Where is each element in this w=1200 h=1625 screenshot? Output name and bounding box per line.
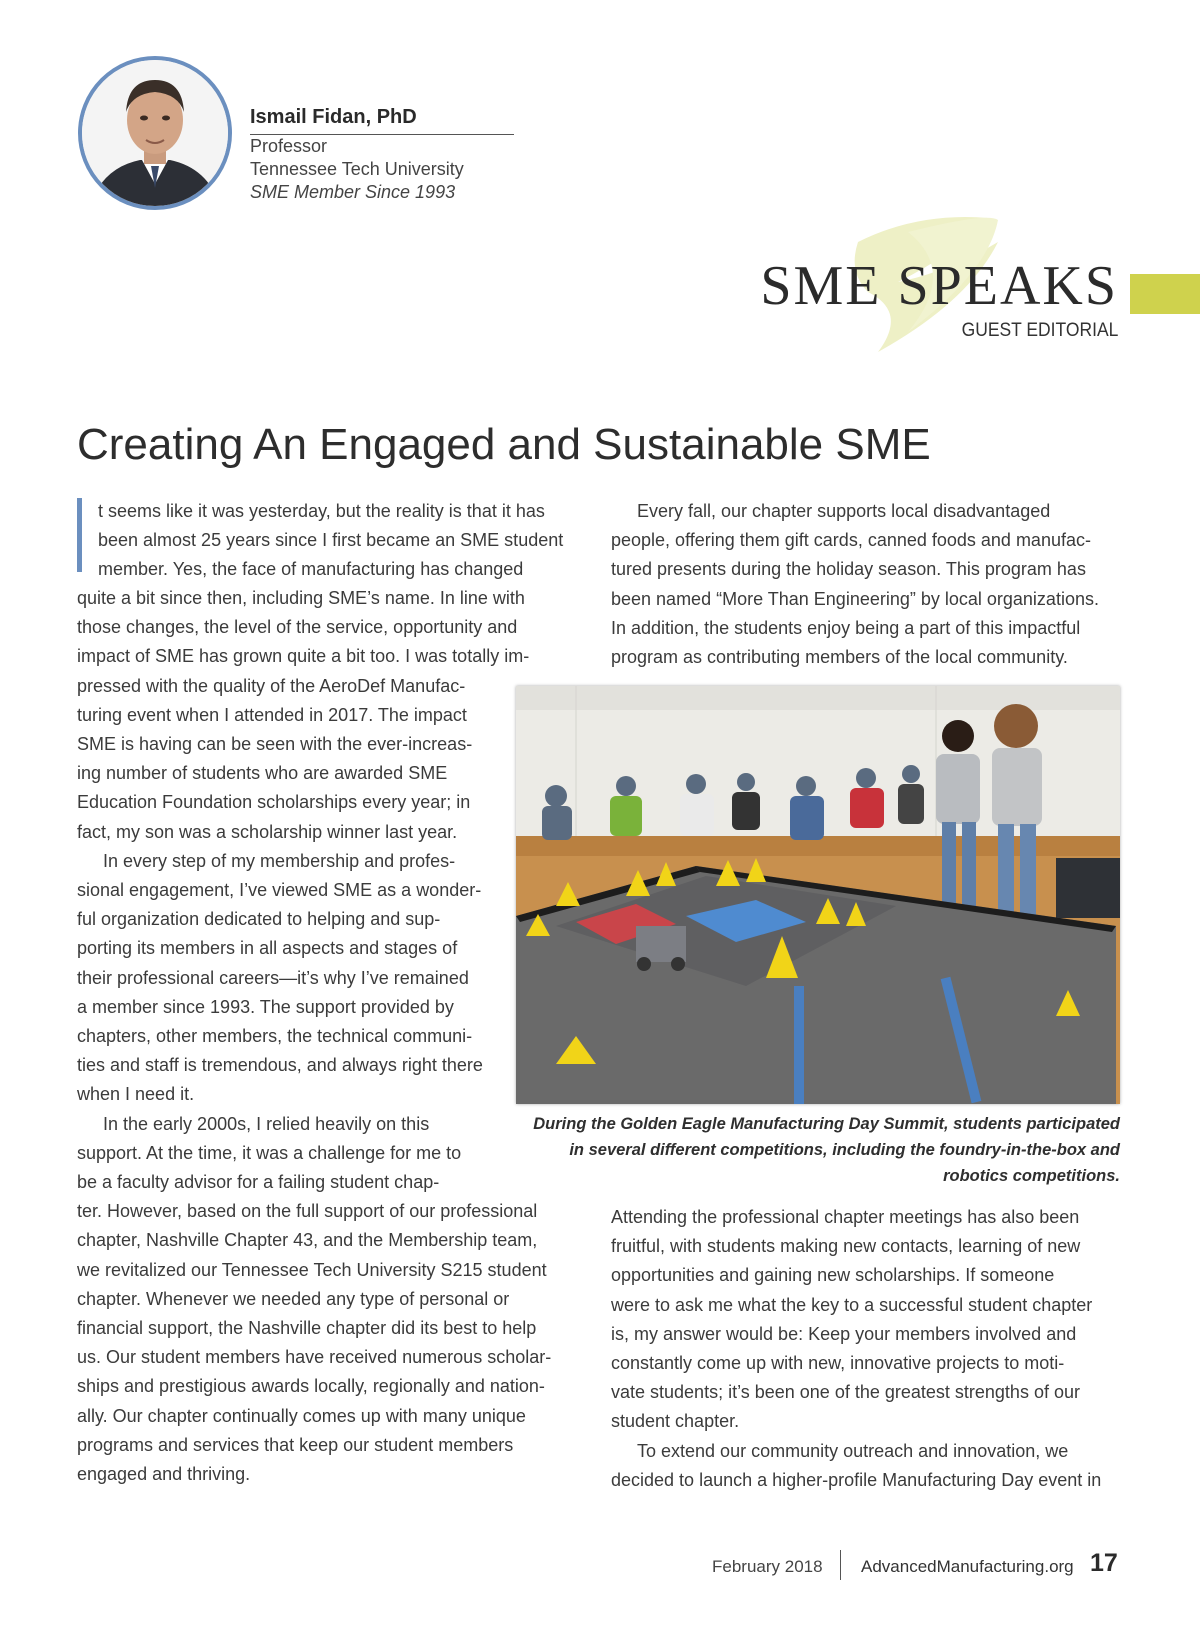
- article-headline: Creating An Engaged and Sustainable SME: [77, 420, 931, 469]
- text-line: those changes, the level of the service, opportunity and: [77, 617, 518, 638]
- text-line: fruitful, with students making new contacts, learning of new: [611, 1236, 1081, 1257]
- text-line: their professional careers—it’s why I’ve remained: [77, 967, 469, 988]
- text-line: chapters, other members, the technical communi-: [77, 1026, 473, 1047]
- caption-line: in several different competitions, including the foundry-in-the-box and: [569, 1141, 1120, 1159]
- author-name: Ismail Fidan, PhD: [250, 106, 417, 128]
- text-line: programs and services that keep our student members: [77, 1434, 514, 1455]
- author-divider: [250, 134, 514, 135]
- text-line: ally. Our chapter continually comes up with many unique: [77, 1405, 526, 1426]
- text-line: SME is having can be seen with the ever-increas-: [77, 734, 473, 755]
- banner-accent-bar: [1130, 274, 1200, 314]
- text-line: ships and prestigious awards locally, regionally and nation-: [77, 1376, 545, 1397]
- footer-divider: [840, 1550, 841, 1580]
- robotics-competition-photo: [516, 686, 1120, 1104]
- caption-line: robotics competitions.: [943, 1167, 1120, 1185]
- text-line: ties and staff is tremendous, and always right there: [77, 1055, 483, 1076]
- text-line: ter. However, based on the full support of our professional: [77, 1201, 538, 1222]
- text-line: Attending the professional chapter meetings has also been: [611, 1207, 1080, 1227]
- author-avatar: [78, 56, 232, 210]
- article-col2-top: [611, 497, 1131, 672]
- text-line: In every step of my membership and profes-: [103, 850, 456, 871]
- author-member-since: SME Member Since 1993: [250, 182, 456, 202]
- footer-date: February 2018: [712, 1557, 823, 1576]
- text-line: Every fall, our chapter supports local disadvantaged: [637, 501, 1051, 521]
- text-line: vate students; it’s been one of the greatest strengths of our: [611, 1382, 1080, 1403]
- text-line: t seems like it was yesterday, but the reality is that it has: [98, 501, 545, 521]
- text-line: chapter, Nashville Chapter 43, and the Membership team,: [77, 1230, 538, 1251]
- text-line: constantly come up with new, innovative projects to moti-: [611, 1353, 1065, 1374]
- photo-caption: [512, 1111, 1120, 1189]
- text-line: support. At the time, it was a challenge for me to: [77, 1142, 462, 1163]
- text-line: is, my answer would be: Keep your members involved and: [611, 1323, 1077, 1344]
- text-line: To extend our community outreach and innovation, we: [637, 1440, 1069, 1461]
- author-portrait-icon: [82, 60, 228, 206]
- text-line: when I need it.: [77, 1084, 195, 1105]
- drop-cap-bar: [77, 498, 82, 572]
- text-line: tured presents during the holiday season. This program has: [611, 559, 1086, 580]
- text-line: sional engagement, I’ve viewed SME as a wonder-: [77, 880, 482, 901]
- text-line: student chapter.: [611, 1411, 740, 1432]
- text-line: fact, my son was a scholarship winner last year.: [77, 821, 458, 842]
- section-title: SME SPEAKS: [760, 255, 1118, 317]
- text-line: Education Foundation scholarships every year; in: [77, 792, 471, 813]
- text-line: were to ask me what the key to a successful student chapter: [611, 1294, 1093, 1315]
- text-line: been almost 25 years since I first became an SME student: [98, 530, 564, 551]
- text-line: In the early 2000s, I relied heavily on this: [103, 1113, 430, 1134]
- text-line: quite a bit since then, including SME’s name. In line with: [77, 588, 525, 608]
- text-line: program as contributing members of the local community.: [611, 647, 1068, 668]
- article-col2-bottom: [611, 1203, 1131, 1495]
- page-number: 17: [1090, 1549, 1118, 1577]
- text-line: us. Our student members have received numerous scholar-: [77, 1347, 552, 1368]
- text-line: financial support, the Nashville chapter did its best to help: [77, 1318, 537, 1339]
- article-col1-body: [77, 584, 587, 1489]
- text-line: a member since 1993. The support provided by: [77, 996, 454, 1017]
- text-line: member. Yes, the face of manufacturing has changed: [98, 559, 524, 580]
- footer-site-link[interactable]: AdvancedManufacturing.org: [861, 1557, 1074, 1576]
- author-affiliation: Tennessee Tech University: [250, 159, 464, 179]
- text-line: turing event when I attended in 2017. The impact: [77, 704, 467, 725]
- text-line: be a faculty advisor for a failing student chap-: [77, 1172, 440, 1193]
- author-role: Professor: [250, 136, 328, 156]
- text-line: In addition, the students enjoy being a part of this impactful: [611, 617, 1081, 638]
- text-line: engaged and thriving.: [77, 1464, 251, 1485]
- text-line: been named “More Than Engineering” by local organizations.: [611, 588, 1099, 609]
- article-col1-intro: [98, 497, 598, 585]
- text-line: porting its members in all aspects and stages of: [77, 938, 458, 959]
- text-line: pressed with the quality of the AeroDef Manufac-: [77, 675, 466, 696]
- text-line: decided to launch a higher-profile Manufacturing Day event in: [611, 1469, 1102, 1490]
- article-photo: [516, 686, 1120, 1104]
- text-line: ing number of students who are awarded SME: [77, 763, 448, 784]
- caption-line: During the Golden Eagle Manufacturing Day Summit, students participated: [533, 1115, 1120, 1133]
- text-line: impact of SME has grown quite a bit too. I was totally im-: [77, 646, 530, 667]
- text-line: opportunities and gaining new scholarships. If someone: [611, 1265, 1055, 1286]
- text-line: people, offering them gift cards, canned foods and manufac-: [611, 530, 1091, 551]
- text-line: ful organization dedicated to helping and sup-: [77, 909, 441, 930]
- text-line: we revitalized our Tennessee Tech University S215 student: [77, 1259, 547, 1280]
- text-line: chapter. Whenever we needed any type of personal or: [77, 1288, 510, 1309]
- section-subtitle: GUEST EDITORIAL: [961, 320, 1118, 341]
